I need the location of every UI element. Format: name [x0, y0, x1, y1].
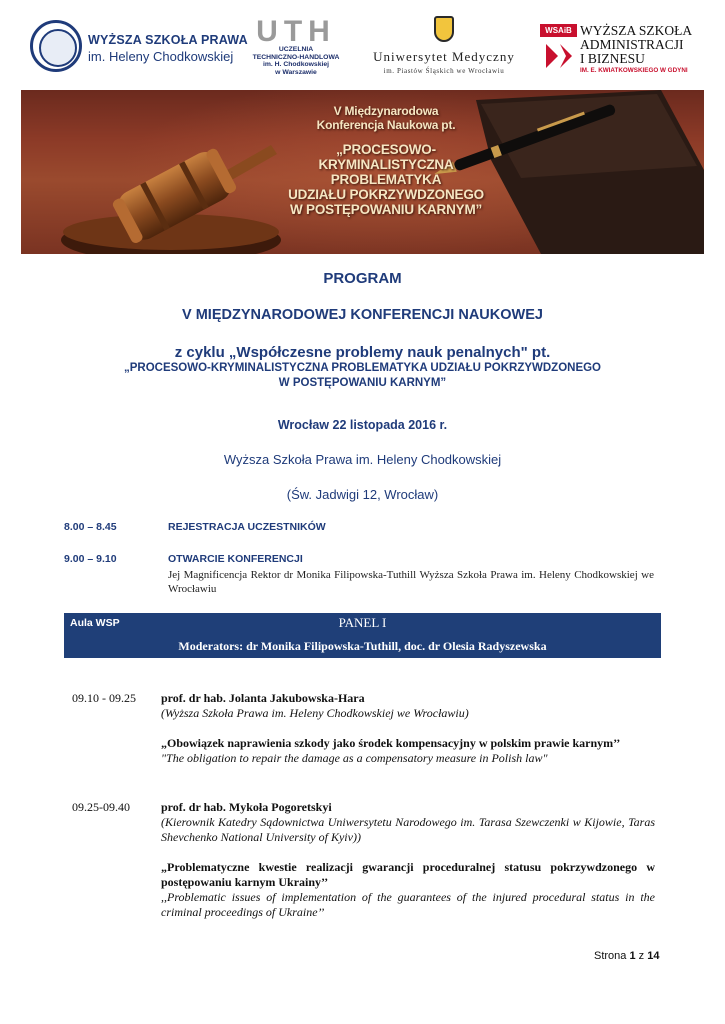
page-prefix: Strona	[594, 950, 627, 962]
conference-title-line1: „PROCESOWO-KRYMINALISTYCZNA PROBLEMATYKA UDZIAŁU POKRZYWDZONEGO	[123, 362, 602, 374]
venue-address: (Św. Jadwigi 12, Wrocław)	[286, 487, 439, 502]
conference-heading: V MIĘDZYNARODOWEJ KONFERENCJI NAUKOWEJ	[182, 307, 543, 323]
talk-affiliation: (Wyższa Szkoła Prawa im. Heleny Chodkowskiej we Wrocławiu)	[161, 706, 469, 720]
talk-time: 09.25-09.40	[72, 800, 130, 814]
opening-detail: Jej Magnificencja Rektor dr Monika Filipowska-Tuthill Wyższa Szkoła Prawa im. Heleny Chodkowskiej we Wrocławiu	[168, 569, 654, 595]
program-heading: PROGRAM	[323, 270, 402, 287]
wsaib-logo-line3: I BIZNESU	[580, 51, 645, 66]
talk-title-pl: „Obowiązek naprawienia szkody jako środek kompensacyjny w polskim prawie karnym’’	[161, 736, 621, 750]
um-logo-line2: im. Piastów Śląskich we Wrocławiu	[383, 67, 505, 75]
agenda-label: OTWARCIE KONFERENCJI	[168, 553, 303, 565]
wsaib-logo	[540, 24, 710, 80]
banner-line6: W POSTĘPOWANIU KARNYM”	[289, 202, 483, 217]
banner-line3: „PROCESOWO-KRYMINALISTYCZNA	[318, 142, 454, 172]
talk-affiliation: (Kierownik Katedry Sądownictwa Uniwersytetu Narodowego im. Tarasa Szewczenki w Kijowie, Taras Shevchenko National University of Kyiv))	[161, 815, 655, 844]
talk-time: 09.10 - 09.25	[72, 691, 136, 705]
uth-logo-mark: UTH	[256, 15, 336, 48]
uth-logo-line2: TECHNICZNO-HANDLOWA	[252, 53, 340, 61]
panel-room: Aula WSP	[70, 617, 120, 629]
page-sep: z	[638, 950, 645, 962]
wsaib-logo-box: WSAiB	[540, 24, 577, 37]
wsaib-logo-line2: ADMINISTRACJI	[580, 37, 684, 52]
uth-logo	[244, 15, 348, 80]
wsaib-logo-line1: WYŻSZA SZKOŁA	[580, 23, 693, 38]
cycle-heading: z cyklu „Współczesne problemy nauk penalnych" pt.	[174, 344, 551, 361]
wsaib-emblem-icon	[542, 40, 574, 72]
uth-logo-line1: UCZELNIA	[278, 46, 314, 53]
banner-line2: Konferencja Naukowa pt.	[316, 118, 456, 132]
banner-line1: V Międzynarodowa	[333, 104, 439, 118]
page-number	[594, 950, 659, 962]
panel-title: PANEL I	[338, 615, 387, 630]
page-total: 14	[647, 950, 660, 962]
wsaib-logo-sub: IM. E. KWIATKOWSKIEGO W GDYNI	[580, 67, 688, 74]
talk-title-en: "The obligation to repair the damage as a compensatory measure in Polish law"	[161, 751, 548, 765]
um-logo-line1: Uniwersytet Medyczny	[373, 49, 515, 64]
uth-logo-line4: w Warszawie	[275, 68, 317, 76]
banner-title	[271, 104, 501, 217]
um-logo	[366, 16, 522, 80]
eagle-seal-icon	[30, 20, 82, 72]
banner-line4: PROBLEMATYKA	[330, 172, 442, 187]
talk-title-en: ,,Problematic issues of implementation of the guarantees of the injured procedural status in the criminal proceedings of Ukraine’’	[161, 890, 655, 919]
talk-body	[161, 800, 655, 920]
agenda-time: 8.00 – 8.45	[64, 521, 117, 533]
banner-line5: UDZIAŁU POKRZYWDZONEGO	[288, 187, 484, 202]
talk-title-pl: „Problematyczne kwestie realizacji gwarancji proceduralnej statusu pokrzywdzonego w postępowaniu karnym Ukrainy’’	[161, 860, 655, 889]
wsp-logo-line2: im. Heleny Chodkowskiej	[88, 49, 234, 64]
uth-logo-line3: im. H. Chodkowskiej	[262, 61, 330, 68]
panel-header	[64, 613, 661, 658]
partner-logos	[0, 0, 725, 90]
agenda-time: 9.00 – 9.10	[64, 553, 117, 565]
agenda-label: REJESTRACJA UCZESTNIKÓW	[168, 521, 326, 533]
wsp-logo-line1: WYŻSZA SZKOŁA PRAWA	[88, 33, 248, 47]
talk-speaker: prof. dr hab. Mykoła Pogoretskyi	[161, 800, 332, 814]
venue-school: Wyższa Szkoła Prawa im. Heleny Chodkowskiej	[223, 452, 502, 467]
conference-banner	[21, 90, 704, 254]
wsp-logo	[30, 20, 248, 75]
crest-icon	[434, 16, 454, 42]
conference-date: Wrocław 22 listopada 2016 r.	[277, 418, 448, 432]
talk-speaker: prof. dr hab. Jolanta Jakubowska-Hara	[161, 691, 365, 705]
talk-body	[161, 691, 655, 766]
panel-moderators: Moderators: dr Monika Filipowska-Tuthill, doc. dr Olesia Radyszewska	[178, 639, 547, 653]
page-current: 1	[629, 950, 636, 962]
conference-title-line2: W POSTĘPOWANIU KARNYM”	[278, 377, 447, 389]
